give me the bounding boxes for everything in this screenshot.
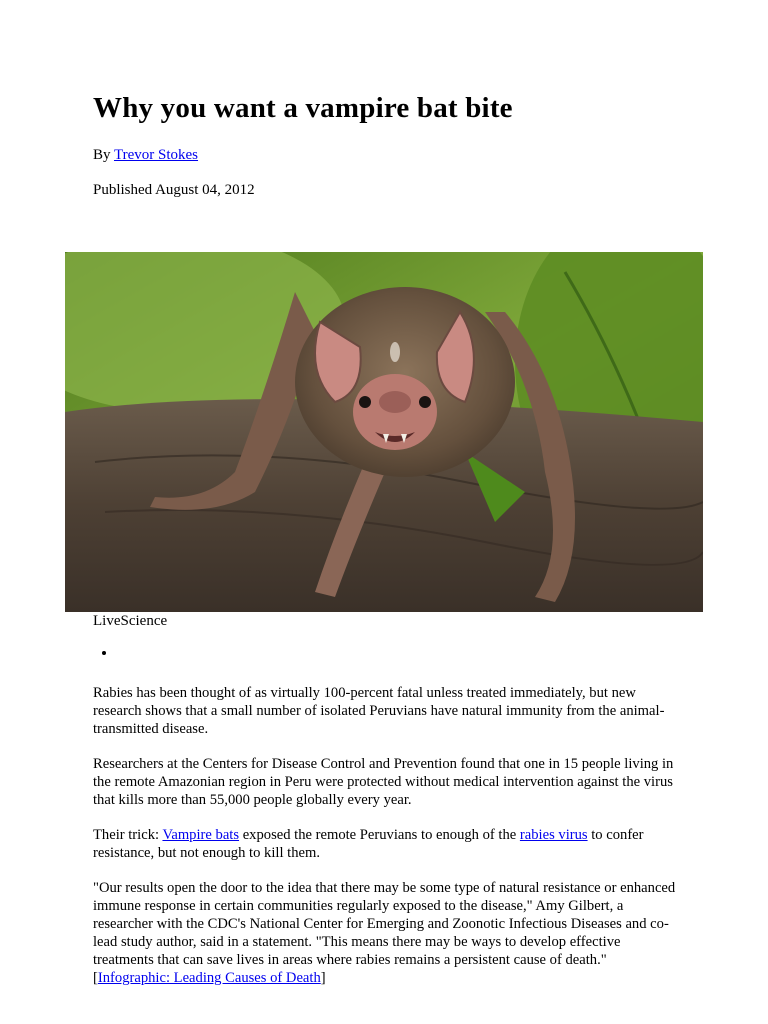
paragraph-3-text-c: to confer resistance, but not enough to kill them. bbox=[93, 827, 644, 861]
image-credit: LiveScience bbox=[93, 613, 168, 629]
infographic-link[interactable]: Infographic: Leading Causes of Death bbox=[97, 970, 321, 986]
paragraph-4 bbox=[93, 879, 683, 987]
paragraph-1: Rabies has been thought of as virtually 100-percent fatal unless treated immediately, but new research shows that a small number of isolated Peruvians have natural immunity from the animal-transmitted disease. bbox=[93, 685, 665, 737]
paragraph-3-text-a: Their trick: bbox=[93, 827, 163, 843]
vampire-bat-photo bbox=[65, 252, 703, 612]
hero-image-vampire-bat bbox=[65, 252, 703, 612]
publish-date: Published August 04, 2012 bbox=[93, 182, 255, 198]
bat-left-eye bbox=[359, 396, 371, 408]
paragraph-3 bbox=[93, 826, 683, 862]
rabies-virus-link[interactable]: rabies virus bbox=[519, 827, 588, 843]
paragraph-2: Researchers at the Centers for Disease Control and Prevention found that one in 15 people living in the remote Amazonian region in Peru were protected without medical intervention against the virus that kills more than 55,000 people globally every year. bbox=[93, 756, 674, 808]
author-link[interactable]: Trevor Stokes bbox=[113, 147, 199, 163]
article-body bbox=[93, 684, 683, 1004]
paragraph-4-text-b: ] bbox=[320, 970, 326, 986]
bat-right-eye bbox=[419, 396, 431, 408]
paragraph-4-text-a: "Our results open the door to the idea that there may be some type of natural resistance or enhanced immune response in certain communities regularly exposed to the disease," Amy Gilbert, a researcher with the CDC's National Center for Emerging and Zoonotic Infectious Diseases and co-lead study author, said in a statement. "This means there may be ways to develop effective treatments that can save lives in areas where rabies remains a persistent cause of death." [ bbox=[93, 880, 676, 986]
empty-bullet-list bbox=[93, 645, 117, 663]
byline-prefix: By bbox=[93, 147, 114, 163]
byline bbox=[93, 147, 198, 164]
paragraph-3-text-b: exposed the remote Peruvians to enough of the bbox=[239, 827, 520, 843]
vampire-bats-link[interactable]: Vampire bats bbox=[162, 827, 240, 843]
article-title: Why you want a vampire bat bite bbox=[93, 92, 513, 124]
